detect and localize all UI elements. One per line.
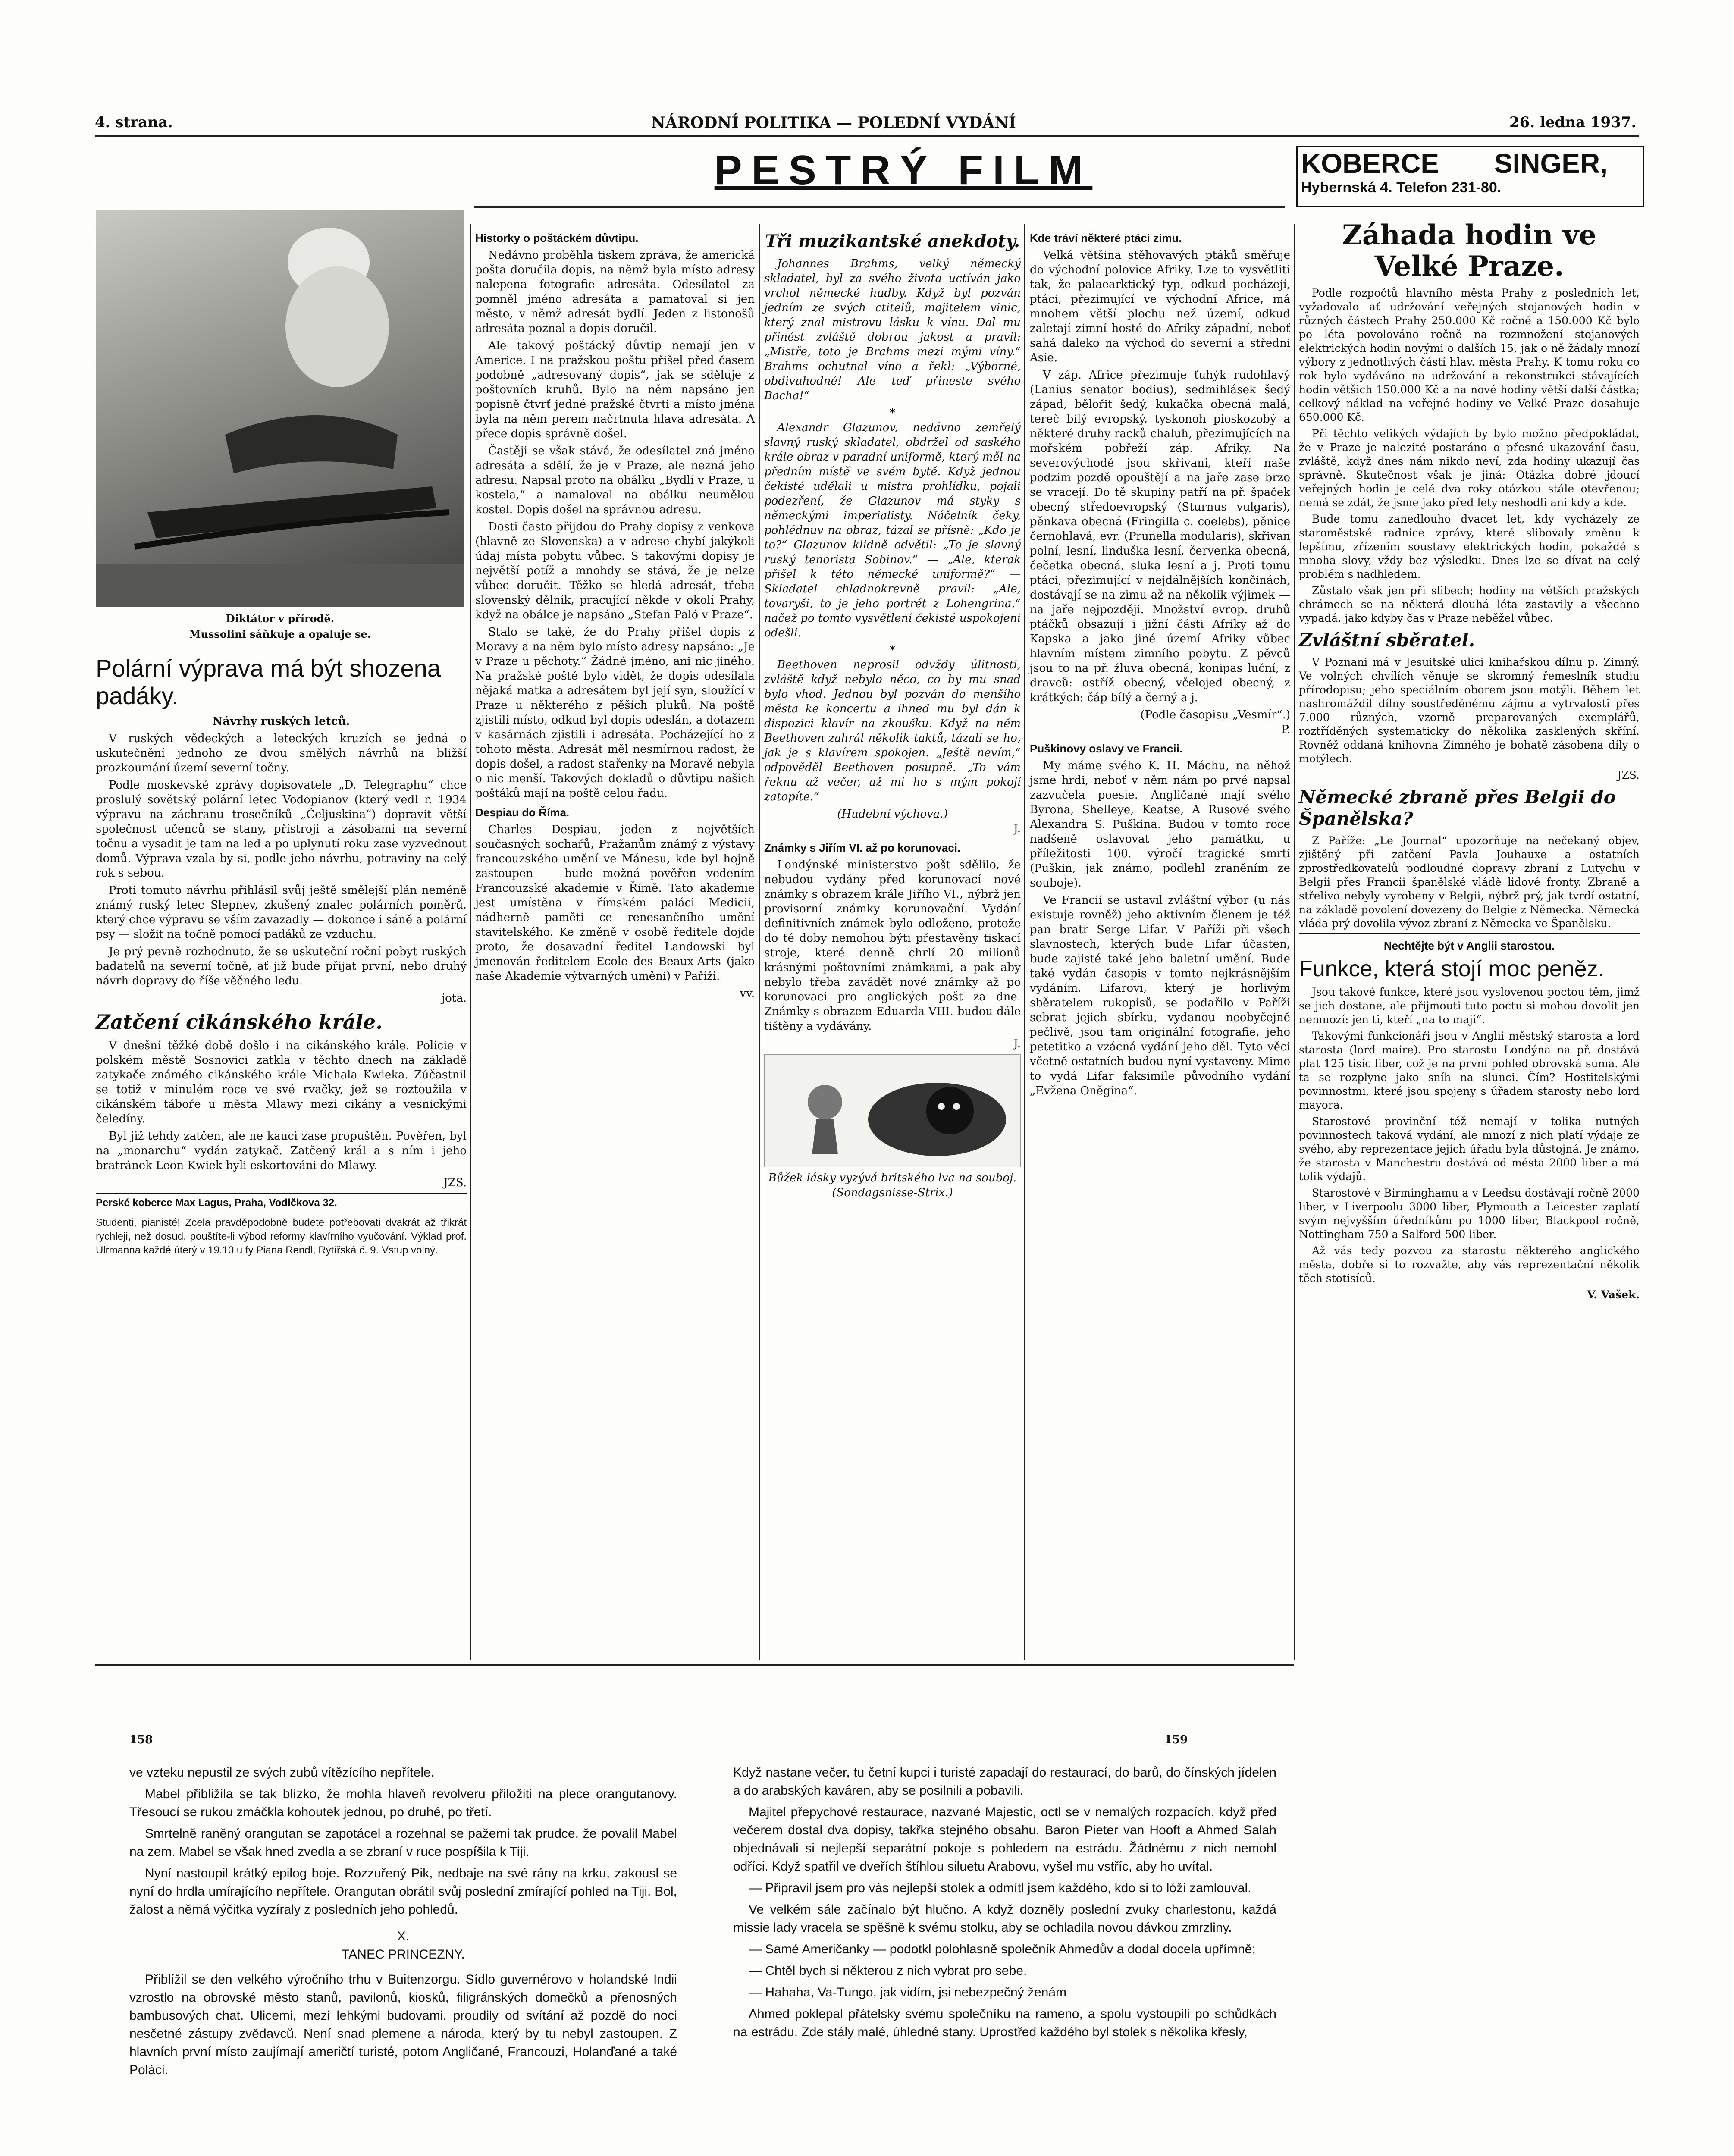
gypsy-paragraph: V dnešní těžké době došlo i na cikánského krále. Policie v polském městě Sosnovici zatkla v těchto dnech na základě zatykače známého cikánského krále Michala Kwieka. Zúčastnil se totiž v minulém roce ve své rvačky, jež se roztoužila v cikánském táboře u města Mlawy mezi cikány a vesnickými čeledíny. xyxy=(96,1039,467,1125)
classified-ad-rugs: Perské koberce Max Lagus, Praha, Vodičkova 32. xyxy=(96,1197,337,1209)
issue-date: 26. ledna 1937. xyxy=(1509,114,1637,131)
lion-cartoon-icon xyxy=(765,1055,1019,1167)
anecdote-paragraph: Beethoven neprosil odvždy úlitnosti, zvláště když nebylo něco, co by mu snad bylo vhod. Jednou byl pozván do menšího města ke koncertu a ihned mu byl dán k dispozici klavír na zkoušku. Když na něm Beethoven zahrál několik taktů, tázali se ho, jak je s klavírem spokojen. „Ještě nevím,“ odpověděl Beethoven posupně. „To vám řeknu až večer, až mi ho s mým pokojí zatopíte.“ xyxy=(764,658,1021,803)
page-number: 4. strana. xyxy=(95,114,173,131)
clocks-paragraph: Při těchto velikých výdajích by bylo možno předpokládat, že v Praze je nalezité postaráno o přesné ukazování času, zvláště, když dnes nám nikdo neví, zda hodiny ukazují čas správně. Skutečnost však je jiná: Otázka dobré jdoucí veřejných hodin je celé dva roky otázkou stále otevřenou; nemá se zdát, že jsme jako před lety neshodli ani kdy a kde. xyxy=(1299,427,1640,509)
despiau-paragraph: Charles Despiau, jeden z největších současných sochařů, Pražanům známý z výstavy francouzského umění ve Mánesu, kde byl hojně zastoupen — bude možná pověřen vedením Francouzské akademie v Římě. Tato akademie jest umístěna v římském paláci Medicii, nádherně paměti ce renesančního umění stavitelského. Ke změně v osobě ředitele dojde proto, že dosavadní ředitel Landowski byl jmenován ředitelem Ecole des Beaux-Arts (jako naše Akademie výtvarných umění) v Paříži. xyxy=(475,823,755,983)
col-rule-3 xyxy=(1024,224,1025,1660)
stamps-signature: J. xyxy=(1013,1037,1021,1050)
clocks-paragraph: Podle rozpočtů hlavního města Prahy z posledních let, vyžadovalo ať udržování veřejných stojanových hodin v různých částech Prahy 250.000 Kč ročně a 150.000 Kč bylo po léta povolováno ročně na rozmnožení stojanových elektrických hodin novými o dalších 15, jak o ně žádaly mnozí výbory z jednotlivých částí hlav. města Prahy. K tomu roku co rok bylo vydáváno na udržování a rekonstrukci stávajících hodin většich 150.000 Kč a na nové hodiny větší další částka; celkový náklad na veřejné hodiny ve Velké Praze dosahuje 650.000 Kč. xyxy=(1299,287,1640,423)
collector-signature: JZS. xyxy=(1617,769,1640,781)
serial-paragraph: — Samé Američanky — podotkl polohlasně společník Ahmedův a dodal docela upřímně; xyxy=(749,1942,1256,1956)
clocks-paragraph: Bude tomu zanedlouho dvacet let, kdy vycházely ze staroměstské radnice zprávy, které slibovaly změnu k lepšímu, zřízením soustavy elektrických hodin, pokaždé s mnoha slovy, vždy bez výsledku. Dnes lze se dívat na celý problém s nadhledem. xyxy=(1299,513,1640,580)
birds-signature: P. xyxy=(1281,723,1290,736)
column-5 xyxy=(1299,216,1640,1302)
serial-paragraph: — Chtěl bych si některou z nich vybrat pro sebe. xyxy=(749,1964,1027,1978)
collector-headline: Zvláštní sběratel. xyxy=(1299,630,1475,651)
col-rule-4 xyxy=(1294,224,1295,1660)
despiau-signature: vv. xyxy=(740,987,755,1000)
mayor-paragraph: Jsou takové funkce, které jsou vyslovenou poctou těm, jimž se jich dostane, ale přijmouti tuto poctu si mohou dovolit jen nemnozí: jen ti, kteří „na to mají“. xyxy=(1299,986,1640,1026)
gypsy-king-headline: Zatčení cikánského krále. xyxy=(96,1010,383,1034)
sled-figure-icon xyxy=(96,210,464,607)
serial-paragraph: ve vzteku nepustil ze svých zubů vítězícího nepřítele. xyxy=(129,1765,435,1780)
ad-company: SINGER, xyxy=(1494,148,1608,179)
column-4 xyxy=(1030,226,1290,1101)
clocks-headline: Záhada hodin ve Velké Praze. xyxy=(1342,219,1596,282)
pushkin-headline: Puškinovy oslavy ve Francii. xyxy=(1030,742,1183,755)
serial-paragraph: — Připravil jsem pro vás nejlepší stolek a odmítl jsem každého, kdo si to lóži zamlouval. xyxy=(749,1881,1251,1895)
weapons-headline: Německé zbraně přes Belgii do Španělska? xyxy=(1299,787,1616,829)
serial-page-right: 159 xyxy=(1164,1733,1188,1746)
birds-headline: Kde tráví některé ptáci zimu. xyxy=(1030,232,1182,244)
serial-paragraph: Mabel přibližila se tak blízko, že mohla hlaveň revolveru přiložiti na plece orangutanovy. Třesoucí se rukou zmáčkla kohoutek jednou, po druhé, po třetí. xyxy=(129,1787,677,1819)
polar-paragraph: Podle moskevské zprávy dopisovatele „D. Telegraphu“ chce proslulý sovětský polární letec Vodopianov (který vedl r. 1934 výpravu na záchranu trosečníků „Čeljuskina“) dopravit větší společnost učenců se stany, přístroji a zásobami na severní točnu a vysadit je tam na led a po uplynutí roku zase vyzvednout domů. Výprava vzala by si, podle jeho návrhu, potraviny na celý rok s sebou. xyxy=(96,779,467,880)
serial-paragraph: Nyní nastoupil krátký epilog boje. Rozzuřený Pik, nedbaje na své rány na krku, zakousl se nyní do hrdla umírajícího nepřítele. Orangutan obrátil svůj poslední zmírající pohled na Tiji. Bol, žalost a němá výčitka vyzíraly z posledních jeho pohledů. xyxy=(129,1866,677,1917)
serial-paragraph: Smrtelně raněný orangutan se zapotácel a rozehnal se pažemi tak prudce, že povalil Mabel na zem. Mabel se však hned zvedla a se zbraní v ruce pospíšila k Tiji. xyxy=(129,1827,677,1859)
collector-paragraph: V Poznani má v Jesuitské ulici knihařskou dílnu p. Zimný. Ve volných chvílích věnuje se skromný řemeslník studiu přírodopisu; jeho speciálním oborem jsou motýli. Během let nashromáždil dílny soustředěnému zájmu a vytrvalosti přes 7.000 různých, vzorně preparovaných exemplářů, roztříděných systematicky do několika zasklených skříní. Rovněž oddaná knihovna Zimného je bohatě zásobena díly o motýlech. xyxy=(1299,656,1640,765)
birds-source: (Podle časopisu „Vesmír“.) xyxy=(1140,708,1290,721)
anecdotes-headline: Tři muzikantské anekdoty. xyxy=(765,231,1020,251)
gypsy-signature: JZS. xyxy=(443,1176,467,1189)
classified-ad-piano: Studenti, pianisté! Zcela pravděpodobně budete potřebovati dvakrát až třikrát rychleji, než dosud, pouštíte-li výbod reformy klavírního vyučování. Výklad prof. Ulrmanna každé úterý v 19.10 u fy Piana Rendl, Rytířská č. 9. Vstup volný. xyxy=(96,1217,467,1256)
polar-paragraph: Je prý pevně rozhodnuto, že se uskuteční roční pobyt ruských badatelů na severní točně, ať již bude přijat první, nebo druhý návrh dopravy do říše věčného ledu. xyxy=(96,945,467,987)
mayor-notice: Nechtějte být v Anglii starostou. xyxy=(1383,939,1555,952)
post-paragraph: Dosti často přijdou do Prahy dopisy z venkova (hlavně ze Slovenska) a v adrese chybí jakýkoli údaj místa pobytu vůbec. S takovými dopisy je největší potíž a mnohdy se stává, že je nelze vůbec doručit. Těžko se hledá adresát, třeba slovenský dělník, pracující někde v okolí Prahy, když na obálce je napsáno „Stefan Paló v Praze“. xyxy=(475,520,755,621)
polar-paragraph: Proti tomuto návrhu přihlásil svůj ještě smělejší plán neméně známý ruský letec Slepnev, zkušený znalec polárních poměrů, který chce výpravu se vším zavazadly — dokonce i sáně a polární psy — složit na točně pomocí padáků ze vzduchu. xyxy=(96,884,467,941)
col-rule-2 xyxy=(759,224,760,1660)
post-paragraph: Ale takový poštácký důvtip nemají jen v Americe. I na pražskou poštu přišel před časem podobně „adresovaný dopis“, jak se sděluje z poštovních kruhů. Bylo na něm napsáno jen popisně čtvrť jedné pražské čtvrti a místo jména byla na něm perem načrtnuta hlava adresáta. A přece dopis správně došel. xyxy=(475,339,755,440)
cartoon-caption: Bůžek lásky vyzývá britského lva na souboj. xyxy=(768,1172,1017,1185)
photo-caption-2: Mussolini sáňkuje a opaluje se. xyxy=(189,628,371,640)
anecdotes-source: (Hudební výchova.) xyxy=(837,808,948,821)
serial-page-left: 158 xyxy=(129,1733,153,1746)
birds-paragraph: V záp. Africe přezimuje ťuhýk rudohlavý (Lanius senator bodius), sedmihlásek šedý západ, bělořit šedý, kukačka obecná malá, tereč bílý evropský, tyskonoh pioskozobý a některé druhy racků chaluh, přezimujících na mořském pobřeží záp. Afriky. Na severovýchodě jsou skřivani, kteří naše podzim pozdě opouštějí a na jaře zase brzo se vracejí. Do tě skupiny patří na př. špaček obecný středoevropský (Sturnus vulgaris), pěnkava obecná (Fringilla c. coelebs), pěnice černohlavá, evr. (Prunella modularis), skřivan polní, lesní, linduška lesní, červenka obecná, čečetka obecná, sluka lesní a j. Proti tomu ptáci, přezimující v nejdálnějších končinách, dostávají se na zimu až na několik výjimek — na jaře nejpozději. Množství evrop. druhů ptáčků obsazují i jižní části Afriky až do Kapska a jako jiné území Afriky vůbec hlavním místem zimního pobytu. Z pěvců jsou to na př. žluva obecná, konipas luční, z dravců: ostříž obecný, včelojed obecný, z krátkých: čáp bílý a černý a j. xyxy=(1030,369,1290,704)
anecdote-paragraph: Johannes Brahms, velký německý skladatel, byl za svého života uctíván jako vrchol německé hudby. Když byl pozván jedním ze svých ctitelů, majitelem vinic, který znal mistrovu lásku k vínu. Dal mu přinést zvláště dobrou jakost a pravil: „Mistře, toto je Brahms mezi mými víny.“ Brahms ochutnal víno a řekl: „Výborné, obdivuhodné! Ale teď přineste svého Bacha!“ xyxy=(764,257,1021,402)
serial-paragraph: Ahmed poklepal přátelsky svému společníku na rameno, a spolu vystoupili po schůdkách na estrádu. Zde stály malé, úhledné stany. Uprostřed každého byl stolek s několika křesly, xyxy=(733,2007,1276,2039)
anecdotes-signature: J. xyxy=(1013,822,1021,835)
serial-paragraph: — Hahaha, Va-Tungo, jak vidím, jsi nebezpečný ženám xyxy=(749,1985,1067,1999)
anecdote-paragraph: Alexandr Glazunov, nedávno zemřelý slavný ruský skladatel, obdržel od saského krále obraz v paradní uniformě, který měl na předním místě ve svém bytě. Když jednou čekisté udělali u mistra prohlídku, pojali podezření, že Glazunov má styky s německými imperialisty. Náčelník čeky, pohlédnuv na obraz, tázal se přísně: „Kdo je to?“ Glazunov klidně odvětil: „To je slavný ruský tenorista Sobinov.“ — „Ale, kterak přišel k této německé uniformě?“ — Skladatel chladnokrevně pravil: „Ale, tovaryši, to je jeho portrét z Lohengrina,“ načež po tomto vysvětlení čekisté uspokojeni odešli. xyxy=(764,421,1021,639)
despiau-headline: Despiau do Říma. xyxy=(475,806,570,819)
serial-left-column xyxy=(129,1764,677,2083)
pushkin-paragraph: My máme svého K. H. Máchu, na něhož jsme hrdi, neboť v něm nám po prvé napsal zazvučela poesie. Angličané mají svého Byrona, Shelleye, Keatse, A Rusové svého Alexandra S. Puškina. Budou v tomto roce nadšeně oslavovat jeho památku, u příležitosti 100. výročí tragické smrti (Puškin, jak známo, podlehl zraněním ze souboje). xyxy=(1030,759,1290,890)
weapons-paragraph: Z Paříže: „Le Journal“ upozorňuje na nečekaný objev, zjištěný při zatčení Pavla Jouhauxe a ostatních zprostředkovatelů podloudné dopravy zbraní z Lutychu v Belgii přes Francii španělské vládě lidové fronty. Zbraně a střelivo nebyly vyrobeny v Belgii, nýbrž prý, jak tvrdí ostatní, na základě povolení dovezeny do Belgie z Německa. Německá vláda prý dovolila vývoz zbraní z Německa ve Španělsku. xyxy=(1299,834,1640,930)
mayor-paragraph: Starostové provinční též nemají v tolika nutných povinnostech taková vydání, ale mnozí z nich platí výdaje ze svého, aby reprezentace jejich úřadu byla důstojná. Je známo, že starosta v Manchestru dostává od města 2000 liber a má tolik výdajů. xyxy=(1299,1115,1640,1183)
pushkin-paragraph: Ve Francii se ustavil zvláštní výbor (u nás existuje rovněž) jeho aktivním členem je též pan bratr Serge Lifar. V Paříži při všech slavnostech, kterých bude Lifar účasten, bude zajisté také jeho baletní umění. Bude také vydán časopis v tomto nejkrásnějším vydáním. Lifarovi, který je horlivým sběratelem rukopisů, se podařilo v Paříži sebrat jejich sbírku, vydanou neobyčejně pečlivě, jsou tam originální fotografie, jeho petetitko a vzácná vydání jeho děl. Tyto věci včetně ostatních budou nyní vystaveny. Mimo to vydá Lifar faksimile původního vydání „Evžena Oněgina“. xyxy=(1030,894,1290,1097)
serial-paragraph: Majitel přepychové restaurace, nazvané Majestic, octl se v nemalých rozpacích, když před večerem dostal dva dopisy, takřka stejného obsahu. Baron Pieter van Hooft a Ahmed Salah objednávali si nejlepší separátní pokoje s pohledem na estrádu. Žádnému z nich nemohl odříci. Když spatřil ve dveřích štíhlou siluetu Arabovu, vyšel mu vstříc, aby ho uvítal. xyxy=(733,1805,1276,1874)
serial-paragraph: Když nastane večer, tu četní kupci i turisté zapadají do restaurací, do barů, do čínských jídelen a do arabských kaváren, aby se posilnili a pobavili. xyxy=(733,1765,1276,1798)
col-rule-1 xyxy=(470,224,471,1660)
koberce-ad xyxy=(1296,146,1644,207)
chapter-number: X. xyxy=(397,1929,410,1943)
serial-paragraph: Ve velkém sále začínalo být hlučno. A když dozněly poslední zvuky charlestonu, každá missie lady vracela se spěšně k svému stolku, aby se ochladila novou dávkou zmrzliny. xyxy=(733,1902,1276,1935)
stamps-headline: Známky s Jiřím VI. až po korunovaci. xyxy=(764,841,961,854)
polar-headline: Polární výprava má být shozena padáky. xyxy=(96,655,441,709)
header-rule xyxy=(95,135,1639,137)
post-paragraph: Častěji se však stává, že odesílatel zná jméno adresáta a sdělí, že je v Praze, ale nezná jeho adresu. Napsal proto na obálku „Bydlí v Praze, u kostela,“ a namaloval na obálku neumělou kostel. Dopis došel na správnou adresu. xyxy=(475,445,755,516)
gypsy-paragraph: Byl již tehdy zatčen, ale ne kauci zase propuštěn. Pověřen, byl na „monarchu“ vydán zatykač. Zatčený král a s ním i jeho bratránek Leon Kwiek byli eskortováni do Mlawy. xyxy=(96,1130,467,1172)
polar-subhead: Návrhy ruských letců. xyxy=(212,715,350,728)
masthead: NÁRODNÍ POLITIKA — POLEDNÍ VYDÁNÍ xyxy=(651,114,1016,132)
post-paragraph: Stalo se také, že do Prahy přišel dopis z Moravy a na něm bylo místo adresy napsáno: „Je v Praze u pěchoty.“ Žádné jméno, ani nic jiného. Na pražské poště bylo vidět, že dopis odesílala nějaká matka a adresátem byl její syn, sloužící v Praze u některého z pěších pluků. Na poště zjistili místo, odkud byl dopis odeslán, a dotazem v kasárnách zjistili i adresáta. Pocházející ho z tohoto města. Adresát měl nesmírnou radost, že dopis došel, a radost stařenky na Moravě nebyla o nic menší. Takových dokladů o důvtipu našich poštáků mají na poště celou řadu. xyxy=(475,626,755,800)
stamps-paragraph: Londýnské ministerstvo pošt sdělilo, že nebudou vydány před korunovací nové známky s obrazem krále Jiřího VI., nýbrž jen provisorní známky korunovační. Vydání definitivních známek bylo odloženo, protože do té doby nemohou býti přestavěny tiskací stroje, které denně chrlí 20 milionů krásnými poštovními známkami, a pak aby nebylo třeba zavádět nové známky až po korunovaci pro anglických pošt za dne. Známky s obrazem Eduarda VIII. budou dále tištěny a vydávány. xyxy=(764,859,1021,1033)
cupid-lion-cartoon xyxy=(764,1054,1021,1167)
serial-right-column xyxy=(733,1764,1276,2045)
column-1 xyxy=(96,651,467,1257)
polar-signature: jota. xyxy=(442,992,467,1005)
post-headline: Historky o poštáckém důvtipu. xyxy=(475,232,639,244)
polar-paragraph: V ruských vědeckých a leteckých kruzích se jedná o uskutečnění jednoho ze dvou smělých návrhů na bližší prozkoumání území severní točny. xyxy=(96,732,467,774)
birds-paragraph: Velká většina stěhovavých ptáků směřuje do východní polovice Afriky. Lze to vysvětliti tak, že palaearktický typ, odkud pocházejí, ptáci, přezimující ve východní Africe, má mnohem větší plochu než území, odkud zaletají zimní hosté do Afriky západní, neboť sahá daleko na východ do severní a střední Asie. xyxy=(1030,249,1290,364)
photo-caption-1: Diktátor v přírodě. xyxy=(226,612,335,625)
chapter-title: TANEC PRINCEZNY. xyxy=(342,1947,465,1962)
column-2 xyxy=(475,226,755,1001)
post-paragraph: Nedávno proběhla tiskem zpráva, že americká pošta doručila dopis, na němž byla místo adresy nalepena fotografie adresáta. Odesílatel za pomněl jméno adresáta a pamatoval si jen město, v němž adresát bydlí. Jeden z listonošů adresáta poznal a dopis doručil. xyxy=(475,249,755,335)
column-3: Tři muzikantské anekdoty. Johannes Brahms, velký německý skladatel, byl za svého života uctíván jako vrchol německé hudby. Když byl pozván jedním ze svých ctitelů, majitelem vinic, který znal mistrovu lásku k vínu. Dal mu přinést zvláště dobrou jakost a pravil: „Mistře, toto je Brahms mezi mými víny.“ Brahms ochutnal víno a řekl: „Výborné, obdivuhodné! Ale teď přineste svého Bacha!“ * Alexandr Glazunov, nedávno zemřelý slavný ruský skladatel, obdržel od saského krále obraz v paradní uniformě, který měl na předním místě ve svém bytě. Když jednou čekisté udělali u mistra prohlídku, pojali podezření, že Glazunov má styky s německými imperialisty. Náčelník čeky, pohlédnuv na obraz, tázal se přísně: „Kdo je to?“ Glazunov klidně odvětil: „To je slavný ruský tenorista Sobinov.“ — „Ale, kterak přišel k této německé uniformě?“ — Skladatel chladnokrevně pravil: „Ale, tovaryši, to je jeho portrét z Lohengrina,“ načež po tomto vysvětlení čekisté uspokojeni odešli. * Beethoven neprosil odvždy úlitnosti, zvláště když nebylo něco, co by mu snad bylo vhod. Jednou byl pozván do menšího města ke koncertu a ihned mu byl dán k dispozici klavír na zkoušku. Když na něm Beethoven zahrál několik taktů, tázali se ho, jak je s klavírem spokojen. „Ještě nevím,“ odpověděl Beethoven posupně. „To vám řeknu až večer, až mi ho s mým pokojí zatopíte.“ (Hudební výchova.) J. Známky s Jiřím VI. až po korunovaci. Londýnské ministerstvo pošt sdělilo, že nebudou vydány před korunovací nové známky s obrazem krále Jiřího VI., nýbrž jen provisorní známky korunovační. Vydání definitivních známek bylo odloženo, protože do té doby nemohou býti přestavěny tiskací stroje, které denně chrlí 20 milionů krásnými poštovními známkami, a pak aby nebylo třeba zavádět nové známky až po korunovaci pro anglických pošt za dne. Známky s obrazem Eduarda VIII. budou dále tištěny a vydávány. J. Bůžek lásky vyzývá britského lva na souboj. (Sondagsnisse-Strix.) xyxy=(764,231,1021,1199)
mussolini-photo xyxy=(96,210,464,607)
mayor-signature: V. Vašek. xyxy=(1587,1288,1640,1301)
ad-address: Hybernská 4. Telefon 231-80. xyxy=(1301,179,1502,196)
clocks-paragraph: Zůstalo však jen při slibech; hodiny na větších pražských chrámech se na některá dlouhá léta zastavily a všechno vypadá, jako kdyby čas v Praze neběžel vůbec. xyxy=(1299,584,1640,624)
mayor-paragraph: Takovými funkcionáři jsou v Anglii městský starosta a lord starosta (lord maire). Pro starostu Londýna na př. dostává plat 125 tisíc liber, což je na první pohled obrovská suma. Ale ta se rozplyne jako sníh na slunci. Čím? Hostitelskými povinnostmi, které jsou spojeny s úřadem starosty nebo lord mayora. xyxy=(1299,1030,1640,1111)
ad-brand: KOBERCE xyxy=(1301,148,1439,179)
banner-title: PESTRÝ FILM xyxy=(714,147,1093,193)
mayor-headline: Funkce, která stojí moc peněz. xyxy=(1299,956,1605,981)
serial-top-rule xyxy=(95,1664,1294,1666)
serial-paragraph: Přiblížil se den velkého výročního trhu v Buitenzorgu. Sídlo guvernérovo v holandské Indii vzrostlo na obrovské město stanů, pavilonů, kiosků, filigránských domečků a přenosných bambusových chat. Ulicemi, mezi lehkými budovami, proudily od svítání až pozdě do noci nesčetné zástupy zvědavců. Není snad plemene a národa, který by tu nebyl zastoupen. Z hlavních první místo zaujímají američtí turisté, potom Angličané, Francouzi, Holanďané a také Poláci. xyxy=(129,1972,677,2077)
mayor-paragraph: Až vás tedy pozvou za starostu některého anglického města, dobře si to rozvažte, aby vás reprezentační několik těch stotisíců. xyxy=(1299,1244,1640,1285)
cartoon-source: (Sondagsnisse-Strix.) xyxy=(832,1186,953,1199)
banner-rule xyxy=(474,206,1285,208)
mayor-paragraph: Starostové v Birminghamu a v Leedsu dostávají ročně 2000 liber, v Liverpoolu 3000 liber, Plymouth a Leicester zaplatí svým nejvyšším úředníkům po 1000 liber, Blackpool ročně, Nottingham 750 a Salford 500 liber. xyxy=(1299,1187,1640,1241)
